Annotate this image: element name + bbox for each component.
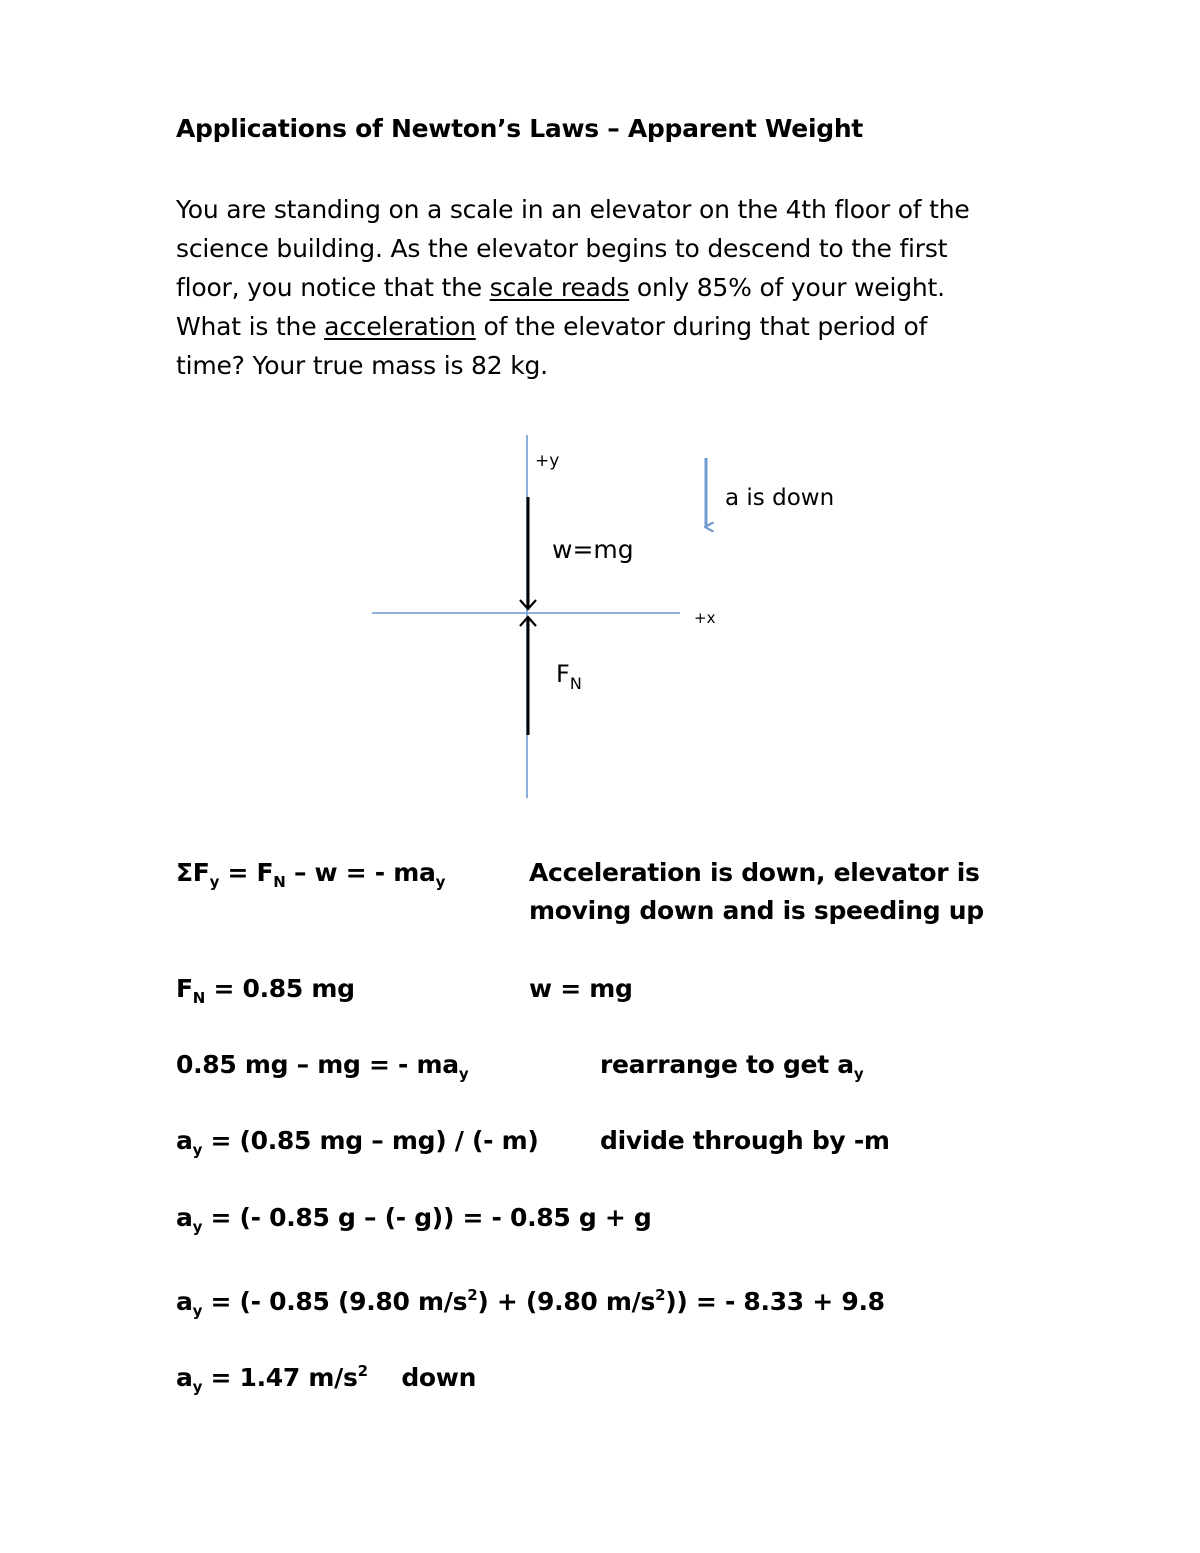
eq-text: 0.85 mg – mg = - ma (176, 1050, 459, 1079)
eq-text: = 1.47 m/s (202, 1363, 358, 1392)
eq-subscript: y (192, 1218, 203, 1236)
eq-subscript: y (458, 1065, 469, 1083)
note-line-1: Acceleration is down, elevator is (529, 858, 980, 887)
eq-text: = F (219, 858, 274, 887)
eq-text: down (367, 1363, 477, 1392)
eq-text: a (176, 1363, 193, 1392)
problem-statement (176, 190, 1046, 385)
eq-text: a (176, 1287, 193, 1316)
problem-line-5: time? Your true mass is 82 kg. (176, 351, 548, 380)
document-title: Applications of Newton’s Laws – Apparent Weight (176, 114, 863, 143)
underlined-scale-reads: scale reads (489, 273, 630, 302)
equation-simplify (176, 1203, 652, 1242)
problem-text: of the elevator during that period of (475, 312, 928, 341)
problem-text: only 85% of your weight. (629, 273, 945, 302)
note-weight: w = mg (529, 974, 633, 1003)
normal-force-label-main: F (556, 660, 570, 688)
problem-line-3 (176, 268, 1046, 307)
eq-text: = (0.85 mg – mg) / (- m) (202, 1126, 539, 1155)
eq-text: rearrange to get a (600, 1050, 854, 1079)
normal-force-arrowhead (520, 617, 536, 626)
eq-superscript: 2 (655, 1286, 666, 1304)
eq-subscript: y (209, 873, 220, 891)
problem-text: floor, you notice that the (176, 273, 490, 302)
eq-superscript: 2 (467, 1286, 478, 1304)
weight-label: w=mg (552, 535, 634, 564)
eq-text: a (176, 1126, 193, 1155)
note-rearrange (600, 1050, 863, 1089)
normal-force-label-sub: N (569, 674, 582, 693)
plus-x-label: +x (694, 609, 716, 627)
eq-superscript: 2 (357, 1362, 368, 1380)
eq-text: )) = - 8.33 + 9.8 (665, 1287, 885, 1316)
eq-text: – w = - ma (285, 858, 436, 887)
equation-substitute (176, 1050, 468, 1089)
normal-force-label (556, 660, 582, 693)
eq-subscript: y (853, 1065, 864, 1083)
eq-text: = (- 0.85 g – (- g)) = - 0.85 g + g (202, 1203, 652, 1232)
equation-solve-ay (176, 1126, 538, 1165)
equation-result (176, 1356, 476, 1402)
eq-text: F (176, 974, 193, 1003)
problem-text: What is the (176, 312, 325, 341)
problem-line-1: You are standing on a scale in an elevator on the 4th floor of the (176, 195, 970, 224)
note-acceleration-direction (529, 854, 984, 930)
weight-arrowhead (520, 600, 536, 609)
eq-text: a (176, 1203, 193, 1232)
problem-line-4 (176, 307, 1046, 346)
eq-subscript: y (192, 1141, 203, 1159)
eq-text: = 0.85 mg (205, 974, 355, 1003)
eq-text: ΣF (176, 858, 210, 887)
note-line-2: moving down and is speeding up (529, 896, 984, 925)
underlined-acceleration: acceleration (324, 312, 476, 341)
equation-sum-forces (176, 858, 445, 897)
eq-subscript: y (435, 873, 446, 891)
plus-y-label: +y (535, 451, 560, 471)
eq-subscript: y (192, 1302, 203, 1320)
eq-text: = (- 0.85 (9.80 m/s (202, 1287, 468, 1316)
note-divide: divide through by -m (600, 1126, 890, 1155)
eq-subscript: N (273, 873, 286, 891)
eq-text: ) + (9.80 m/s (477, 1287, 656, 1316)
problem-line-2: science building. As the elevator begins to descend to the first (176, 234, 948, 263)
equation-numeric (176, 1280, 885, 1326)
equation-normal-force (176, 974, 355, 1013)
acceleration-label: a is down (725, 485, 835, 511)
eq-subscript: y (192, 1378, 203, 1396)
eq-subscript: N (192, 989, 206, 1007)
